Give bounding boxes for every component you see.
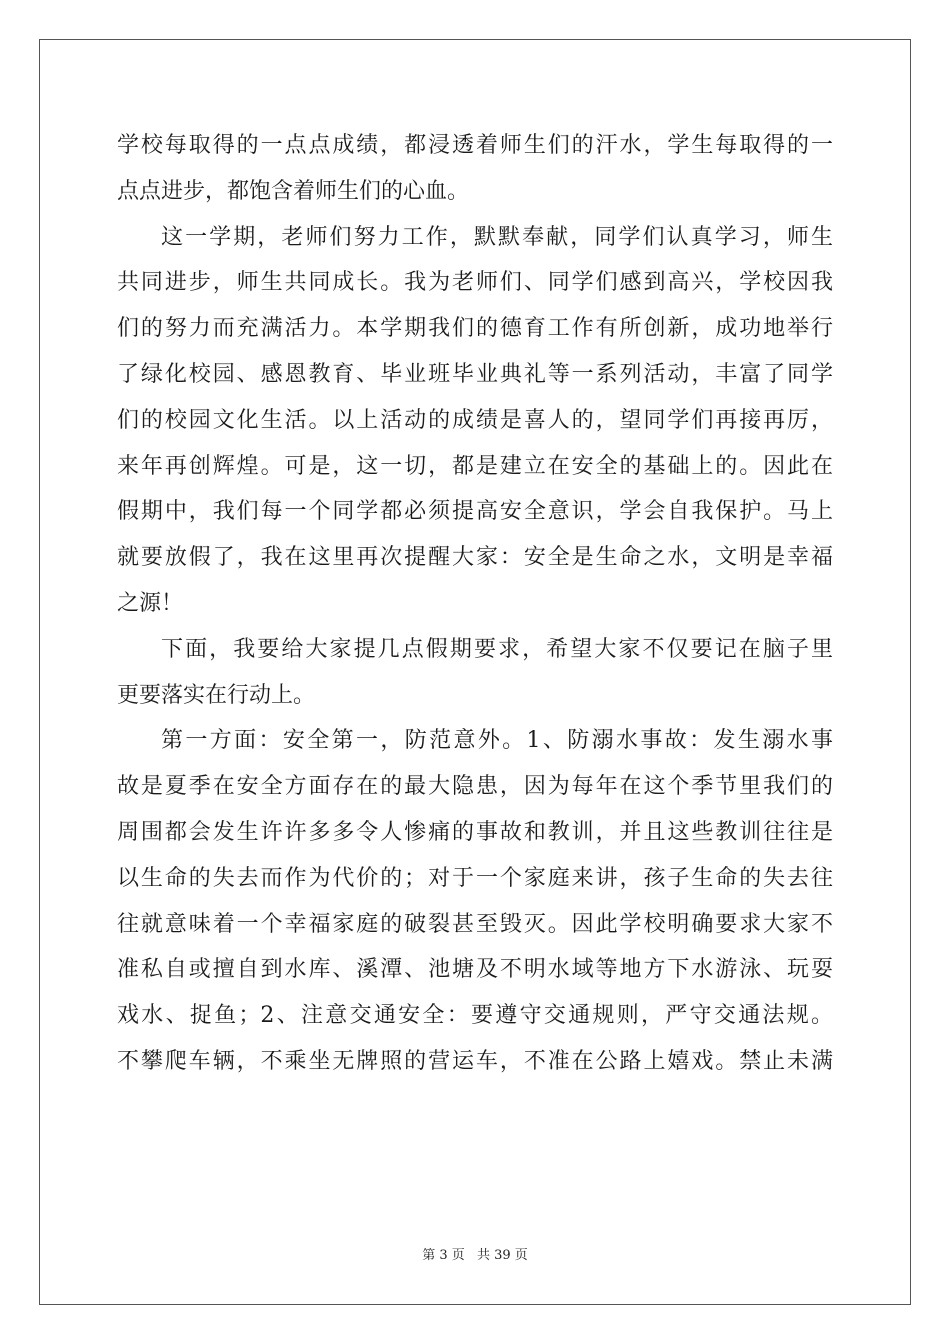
page-total: 共 39 页 xyxy=(476,1248,528,1263)
text-line: 第一方面：安全第一，防范意外。1、防溺水事故：发生溺水事 xyxy=(161,728,833,754)
text-line: 不攀爬车辆，不乘坐无牌照的营运车，不准在公路上嬉戏。禁止未满 xyxy=(117,1048,833,1074)
text-line: 共同进步，师生共同成长。我为老师们、同学们感到高兴，学校因我 xyxy=(117,270,833,296)
text-line: 点点进步，都饱含着师生们的心血。 xyxy=(117,178,470,204)
text-line: 学校每取得的一点点成绩，都浸透着师生们的汗水，学生每取得的一 xyxy=(117,133,833,158)
text-line: 准私自或擅自到水库、溪潭、池塘及不明水域等地方下水游泳、玩耍 xyxy=(117,957,833,983)
text-line: 了绿化校园、感恩教育、毕业班毕业典礼等一系列活动，丰富了同学 xyxy=(117,361,833,387)
text-line: 更要落实在行动上。 xyxy=(117,682,316,708)
page-footer xyxy=(0,1244,950,1263)
text-line: 之源！ xyxy=(117,590,184,616)
text-line: 们的校园文化生活。以上活动的成绩是喜人的，望同学们再接再厉， xyxy=(117,407,833,433)
text-line: 们的努力而充满活力。本学期我们的德育工作有所创新，成功地举行 xyxy=(117,316,833,342)
text-line: 下面，我要给大家提几点假期要求，希望大家不仅要记在脑子里 xyxy=(161,636,833,662)
text-line: 周围都会发生许许多多令人惨痛的事故和教训，并且这些教训往往是 xyxy=(117,819,833,845)
text-line: 来年再创辉煌。可是，这一切，都是建立在安全的基础上的。因此在 xyxy=(117,453,833,479)
text-line: 假期中，我们每一个同学都必须提高安全意识，学会自我保护。马上 xyxy=(117,499,833,525)
document-body xyxy=(117,123,833,1085)
text-line: 这一学期，老师们努力工作，默默奉献，同学们认真学习，师生 xyxy=(161,224,833,250)
text-line: 以生命的失去而作为代价的；对于一个家庭来讲，孩子生命的失去往 xyxy=(117,865,833,891)
page-number: 第 3 页 xyxy=(422,1248,465,1263)
text-line: 戏水、捉鱼；2、注意交通安全：要遵守交通规则，严守交通法规。 xyxy=(117,1003,833,1029)
text-line: 往就意味着一个幸福家庭的破裂甚至毁灭。因此学校明确要求大家不 xyxy=(117,911,833,937)
text-line: 故是夏季在安全方面存在的最大隐患，因为每年在这个季节里我们的 xyxy=(117,774,833,800)
text-line: 就要放假了，我在这里再次提醒大家：安全是生命之水，文明是幸福 xyxy=(117,545,833,571)
